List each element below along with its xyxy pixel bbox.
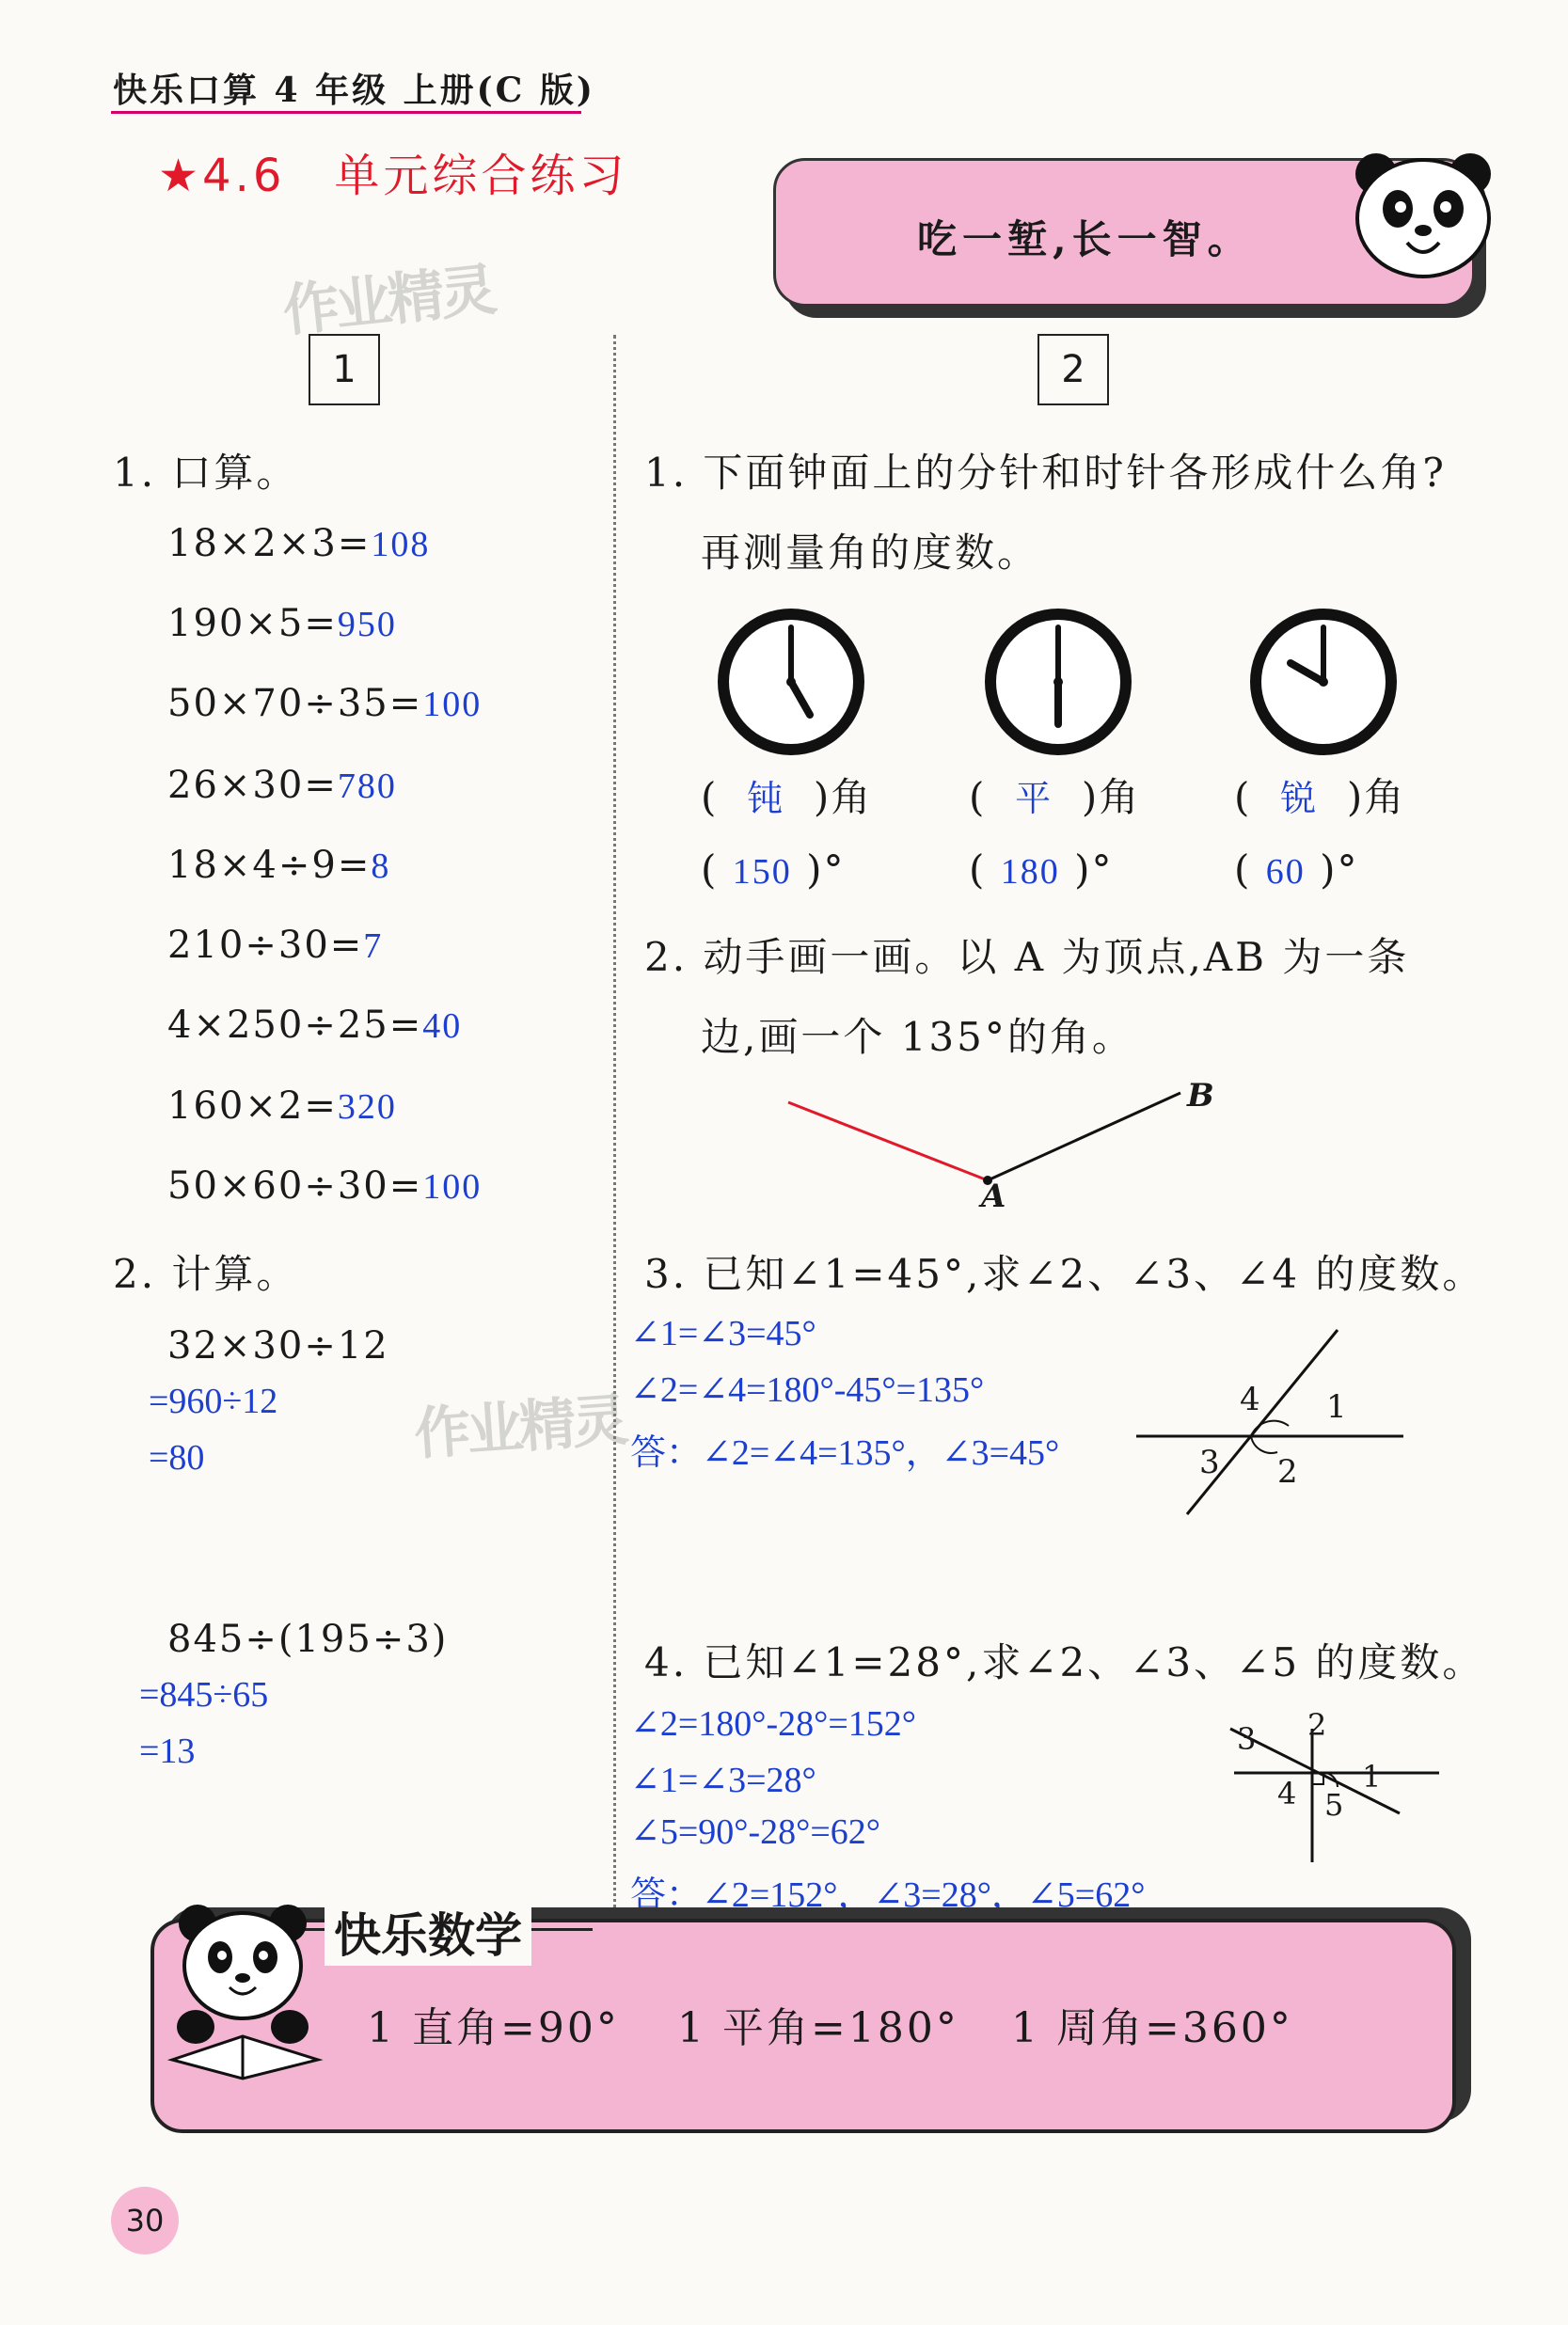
angle-type-answer: ( 平 )角	[969, 774, 1141, 820]
compute-expression: 32×30÷12	[167, 1324, 389, 1368]
oral-item: 4×250÷25=40	[167, 1004, 463, 1047]
oral-item: 160×2=320	[167, 1084, 397, 1128]
book-header: 快乐口算 4 年级 上册(C 版)	[113, 71, 595, 110]
fun-fact: 1 平角=180°	[677, 2004, 959, 2052]
clock-icon	[978, 602, 1138, 762]
oral-item: 50×60÷30=100	[167, 1164, 483, 1208]
question-2-draw-line2: 边,画一个 135°的角。	[701, 1014, 1134, 1060]
fun-math-title: 快乐数学	[325, 1898, 531, 1966]
angle-label: 1	[1362, 1759, 1382, 1795]
answer: 780	[337, 767, 397, 806]
question-1-clocks: 1. 下面钟面上的分针和时针各形成什么角?	[644, 450, 1447, 496]
answer: 8	[371, 846, 391, 886]
question-2-draw: 2. 动手画一画。以 A 为顶点,AB 为一条	[644, 934, 1410, 980]
compute-expression: 845÷(195÷3)	[167, 1618, 449, 1661]
panda-reading-icon	[167, 1895, 327, 2083]
angle-label: 4	[1240, 1381, 1260, 1418]
fun-fact: 1 周角=360°	[1011, 2004, 1293, 2052]
watermark: 作业精灵	[412, 1387, 627, 1468]
question-1-clocks-line2: 再测量角的度数。	[701, 530, 1040, 576]
question-2-compute: 2. 计算。	[113, 1251, 299, 1297]
angle-label: 3	[1237, 1721, 1257, 1757]
angle-degree-answer: ( 180 )°	[969, 846, 1114, 893]
answer: 320	[337, 1087, 397, 1127]
work-step: 答：∠2=152°，∠3=28°，∠5=62°	[630, 1875, 1146, 1915]
work-step: ∠1=∠3=28°	[630, 1761, 816, 1800]
angle-type-answer: ( 锐 )角	[1234, 774, 1406, 820]
panda-head-icon	[1343, 141, 1503, 282]
work-step: ∠2=180°-28°=152°	[630, 1704, 916, 1744]
answer: 100	[422, 1167, 483, 1207]
proverb-text: 吃一堑,长一智。	[917, 216, 1253, 262]
section-title: ★4.6 单元综合练习	[158, 150, 628, 202]
work-step: ∠1=∠3=45°	[630, 1314, 816, 1353]
angle-label: 3	[1199, 1444, 1220, 1481]
point-b-label: B	[1187, 1077, 1214, 1115]
fun-fact: 1 直角=90°	[367, 2004, 620, 2052]
oral-item: 50×70÷35=100	[167, 682, 483, 725]
work-step: ∠2=∠4=180°-45°=135°	[630, 1370, 985, 1410]
answer: 40	[422, 1006, 463, 1046]
column-1-box: 1	[309, 334, 380, 405]
clock-icon	[1243, 602, 1403, 762]
oral-item: 26×30=780	[167, 764, 397, 807]
oral-item: 18×4÷9=8	[167, 844, 391, 887]
oral-item: 190×5=950	[167, 602, 397, 645]
question-4: 4. 已知∠1=28°,求∠2、∠3、∠5 的度数。	[644, 1639, 1485, 1685]
work-step: =80	[149, 1438, 205, 1478]
header-underline	[111, 111, 581, 114]
question-3: 3. 已知∠1=45°,求∠2、∠3、∠4 的度数。	[644, 1251, 1485, 1297]
angle-degree-answer: ( 60 )°	[1234, 846, 1359, 893]
page-number: 30	[111, 2187, 179, 2254]
clock-icon	[711, 602, 871, 762]
intersecting-lines-diagram	[1129, 1326, 1411, 1519]
point-a-label: A	[981, 1178, 1006, 1215]
answer: 7	[363, 926, 384, 966]
watermark: 作业精灵	[279, 257, 497, 345]
answer: 950	[337, 605, 397, 644]
column-2-box: 2	[1037, 334, 1109, 405]
angle-label: 2	[1277, 1453, 1298, 1491]
oral-item: 210÷30=7	[167, 924, 384, 967]
angle-type-answer: ( 钝 )角	[701, 774, 873, 820]
work-step: =13	[139, 1732, 196, 1771]
angle-label: 1	[1326, 1388, 1347, 1426]
question-1-oral: 1. 口算。	[113, 450, 299, 496]
column-divider	[613, 335, 616, 1915]
answer: 108	[371, 525, 431, 564]
oral-item: 18×2×3=108	[167, 522, 431, 565]
work-step: 答：∠2=∠4=135°，∠3=45°	[630, 1433, 1060, 1473]
angle-label: 4	[1277, 1776, 1297, 1811]
angle-label: 5	[1324, 1787, 1344, 1823]
answer: 100	[422, 685, 483, 724]
angle-diagram	[771, 1082, 1242, 1223]
angle-label: 2	[1307, 1707, 1327, 1743]
work-step: ∠5=90°-28°=62°	[630, 1812, 880, 1852]
work-step: =845÷65	[139, 1675, 269, 1715]
work-step: =960÷12	[149, 1382, 278, 1421]
angle-degree-answer: ( 150 )°	[701, 846, 846, 893]
